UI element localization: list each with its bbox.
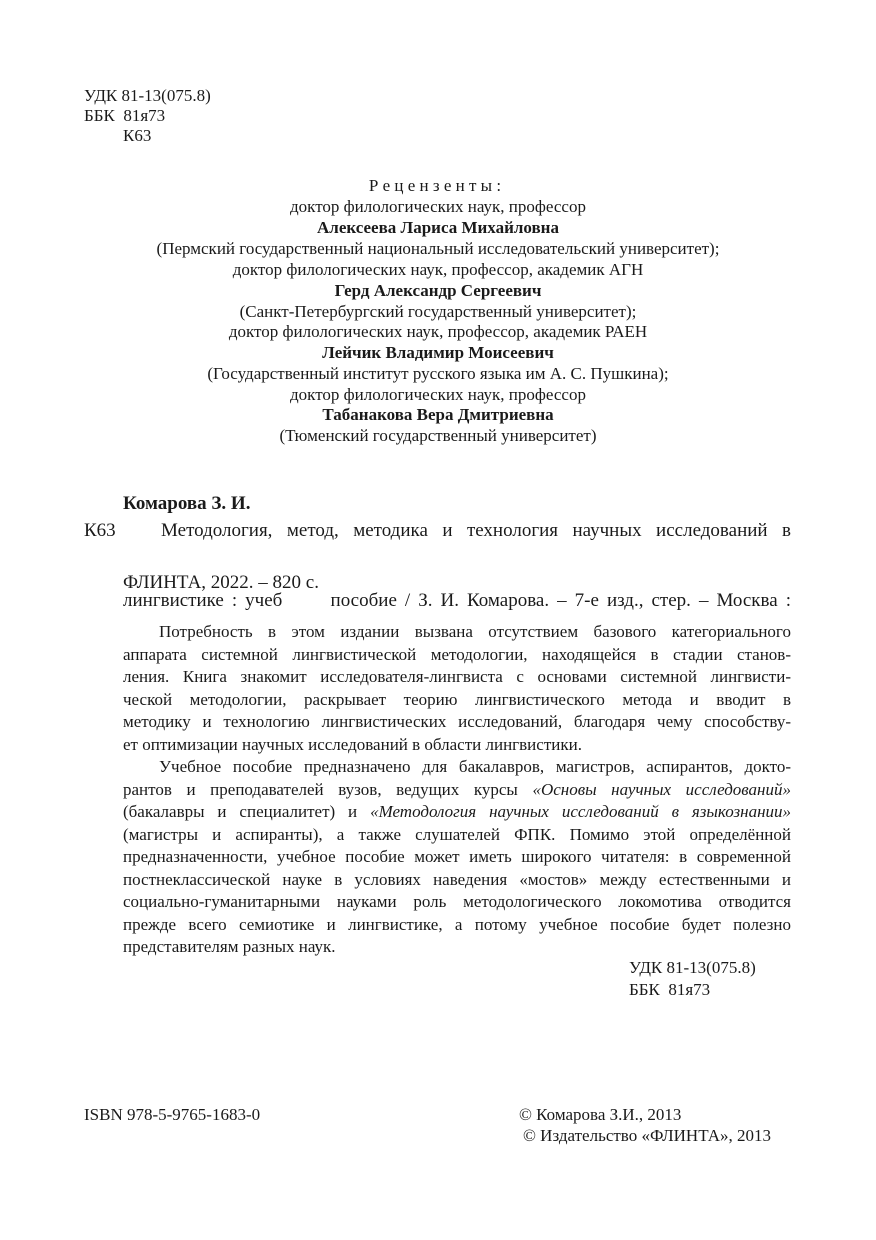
isbn: ISBN 978-5-9765-1683-0 [84,1105,261,1124]
reviewer-name: Лейчик Владимир Моисеевич [322,343,554,362]
reviewer-degree: доктор филологических наук, профессор [290,385,586,404]
book-title-line-1: Методология, метод, методика и технология научных исследований в [161,520,791,541]
reviewer-name: Герд Александр Сергеевич [334,281,542,300]
book-mark: К63 [84,520,116,541]
reviewer-affiliation: (Государственный институт русского языка им А. С. Пушкина); [207,364,669,383]
bbk-code-bottom: ББК 81я73 [629,980,711,999]
udk-code: УДК 81-13(075.8) [84,86,211,105]
reviewer-degree: доктор филологических наук, профессор, академик АГН [232,260,644,279]
annotation-paragraph-2: Учебное пособие предназначено для бакалавров, магистров, аспирантов, докто- рантов и преподавателей вузов, ведущих курсы «Основы научных исследований» (бакалавры и специалитет) и «Методология научных исследований в языкознании» (магистры и аспиранты), а также слушателей ФПК. Помимо этой определённой предназначенности, учебное пособие может иметь широкого читателя: в современной постнеклассической науке в условиях наведения «мостов» между естественными и социально-гуманитарными науками роль методологического локомотива отводится прежде всего семиотике и лингвистике, а потому учебное пособие будет полезно представителям разных наук. [123,757,791,956]
udk-code-bottom: УДК 81-13(075.8) [629,958,756,977]
copyright-publisher: © Издательство «ФЛИНТА», 2013 [523,1126,772,1145]
book-title-line-3: ФЛИНТА, 2022. – 820 с. [123,572,319,593]
bbk-code: ББК 81я73 [84,106,166,125]
reviewer-degree: доктор филологических наук, профессор [290,197,586,216]
reviewer-affiliation: (Тюменский государственный университет) [279,426,597,445]
author-mark: К63 [123,126,152,145]
course-title-1: «Основы научных исследований» [532,779,791,799]
book-title-line-2: лингвистике : учеб пособие / З. И. Комарова. – 7-е изд., стер. – Москва : [123,590,791,611]
copyright-author: © Комарова З.И., 2013 [519,1105,682,1124]
course-title-2: «Методология научных исследований в языкознании» [370,802,791,821]
reviewer-degree: доктор филологических наук, профессор, академик РАЕН [228,322,648,341]
reviewer-name: Алексеева Лариса Михайловна [317,218,559,237]
reviewer-name: Табанакова Вера Дмитриевна [322,405,554,424]
reviewer-affiliation: (Санкт-Петербургский государственный университет); [239,302,637,321]
reviewer-affiliation: (Пермский государственный национальный исследовательский университет); [156,239,720,258]
annotation-paragraph-1: Потребность в этом издании вызвана отсутствием базового категориального аппарата системной лингвистической методологии, находящейся в стадии станов- ления. Книга знакомит исследователя-лингвиста с основами системной лингвисти- ческой методологии, раскрывает теорию лингвистического метода и вводит в методику и технологию лингвистических исследований, благодаря чему способству- ет оптимизации научных исследований в области лингвистики. [123,622,791,754]
book-author: Комарова З. И. [123,493,251,514]
reviewers-heading: Р е ц е н з е н т ы : [368,176,502,195]
